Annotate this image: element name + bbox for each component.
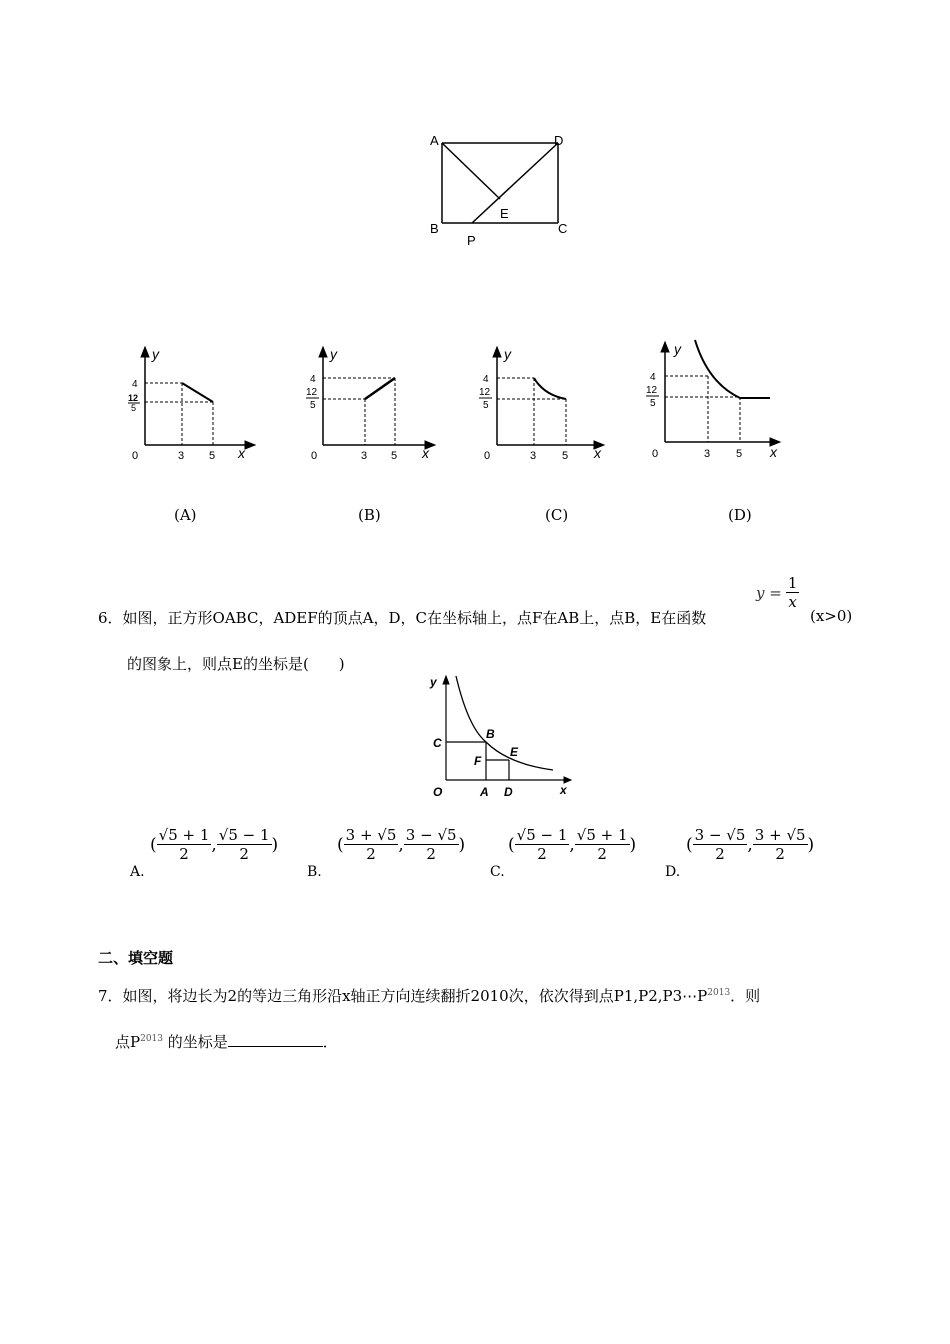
formula-den: x: [788, 593, 797, 611]
fig-F: F: [474, 754, 482, 768]
label-C: C: [558, 221, 568, 236]
option-c-n1: √5 − 1: [516, 826, 568, 844]
option-d-d1: 2: [715, 845, 725, 863]
option-a-letter: A.: [130, 864, 145, 880]
x-tick-5: 5: [736, 448, 743, 460]
q6-formula: [756, 574, 799, 611]
q7-line1: [98, 985, 760, 1006]
option-a-d2: 2: [239, 845, 249, 863]
graph-b: [290, 345, 440, 470]
y-tick-12: 12: [306, 387, 318, 398]
y-axis-label: y: [330, 346, 337, 362]
x-tick-0: 0: [311, 450, 318, 462]
q6-condition: (x>0): [810, 607, 853, 625]
y-tick-5: 5: [310, 400, 316, 411]
graph-d: [640, 338, 790, 466]
x-tick-5: 5: [209, 450, 216, 462]
y-tick-5: 5: [650, 398, 656, 409]
fig-O: O: [433, 785, 443, 799]
q6-figure: [418, 672, 578, 802]
option-c-d2: 2: [597, 845, 607, 863]
option-a: ( $\frac{√5 + 1}{2}$ , $\frac{√5 - 1}{2}$ ): [150, 826, 279, 863]
x-axis-label: x: [594, 445, 601, 461]
x-tick-3: 3: [361, 450, 368, 462]
q6-line1: 6．如图，正方形OABC，ADEF的顶点A，D，C在坐标轴上，点F在AB上，点B，E在函数: [98, 609, 707, 627]
x-tick-5: 5: [391, 450, 398, 462]
x-axis-label: x: [770, 444, 777, 460]
y-tick-12: 12: [479, 387, 491, 398]
label-D: D: [554, 133, 564, 148]
q7-line2: [115, 1031, 338, 1052]
option-c: ( $\frac{√5 - 1}{2}$ , $\frac{√5 + 1}{2}$ ): [508, 826, 637, 863]
q7-sup1: 2013: [707, 988, 731, 998]
caption-b: (B): [358, 506, 381, 524]
option-c-n2: √5 + 1: [576, 826, 628, 844]
x-tick-3: 3: [178, 450, 185, 462]
caption-a: (A): [174, 506, 197, 524]
label-P: P: [467, 233, 476, 248]
rectangle-figure: [420, 125, 580, 250]
option-b-d2: 2: [426, 845, 436, 863]
y-tick-5: 5: [131, 403, 137, 413]
formula-num: 1: [787, 574, 798, 592]
y-tick-5: 5: [483, 400, 489, 411]
caption-d: (D): [728, 506, 752, 524]
y-tick-12: 12: [128, 393, 139, 403]
option-a-n2: √5 − 1: [218, 826, 270, 844]
option-c-d1: 2: [537, 845, 547, 863]
y-tick-4: 4: [483, 374, 489, 385]
fig-E: E: [510, 745, 519, 759]
y-tick-4: 4: [132, 379, 138, 390]
graph-a: [110, 345, 260, 470]
q7-sup2: 2013: [140, 1034, 163, 1044]
fig-C: C: [433, 736, 442, 750]
caption-c: (C): [545, 506, 569, 524]
option-b-n1: 3 + √5: [345, 826, 397, 844]
option-b: ( $\frac{3 + √5}{2}$ , $\frac{3 - √5}{2}$ ): [337, 826, 466, 863]
fig-x: x: [560, 783, 567, 797]
option-b-n2: 3 − √5: [405, 826, 457, 844]
y-tick-4: 4: [310, 374, 316, 385]
fig-D: D: [504, 785, 513, 799]
option-d: ( $\frac{3 - √5}{2}$ , $\frac{3 + √5}{2}$ ): [686, 826, 815, 863]
y-axis-label: y: [504, 346, 511, 362]
y-tick-12: 12: [646, 385, 658, 396]
x-tick-5: 5: [562, 450, 569, 462]
q7-line2-b: 的坐标是: [163, 1033, 228, 1051]
y-axis-label: y: [674, 341, 681, 357]
option-c-letter: C.: [490, 864, 505, 880]
option-d-letter: D.: [665, 864, 681, 880]
y-tick-4: 4: [650, 372, 656, 383]
answer-blank[interactable]: [228, 1032, 323, 1047]
label-B: B: [430, 221, 439, 236]
option-d-n1: 3 − √5: [694, 826, 746, 844]
label-A: A: [430, 133, 439, 148]
formula-y: y =: [756, 583, 782, 602]
q7-line2-a: 点P: [115, 1033, 141, 1051]
option-b-d1: 2: [366, 845, 376, 863]
fig-B: B: [486, 727, 495, 741]
q6-line2: 的图象上，则点E的坐标是( ): [127, 655, 345, 673]
option-a-d1: 2: [179, 845, 189, 863]
q7-line1-a: 7．如图，将边长为2的等边三角形沿x轴正方向连续翻折2010次，依次得到点P1,P2,P3⋯P: [98, 987, 708, 1005]
y-axis-label: y: [152, 346, 159, 362]
section-heading: 二、填空题: [98, 949, 174, 967]
option-a-n1: √5 + 1: [158, 826, 210, 844]
x-tick-3: 3: [530, 450, 537, 462]
option-d-d2: 2: [775, 845, 785, 863]
fig-A: A: [480, 785, 489, 799]
option-d-n2: 3 + √5: [754, 826, 806, 844]
formula-fraction: [786, 574, 800, 611]
option-b-letter: B.: [307, 864, 322, 880]
x-tick-0: 0: [132, 450, 139, 462]
x-tick-3: 3: [704, 448, 711, 460]
x-axis-label: x: [238, 445, 245, 461]
q7-line1-b: ．则: [730, 987, 761, 1005]
graph-c: [462, 345, 612, 470]
x-tick-0: 0: [652, 448, 659, 460]
q7-line2-c: ．: [322, 1033, 338, 1051]
fig-y: y: [430, 675, 437, 689]
x-axis-label: x: [422, 445, 429, 461]
x-tick-0: 0: [484, 450, 491, 462]
label-E: E: [500, 206, 509, 221]
